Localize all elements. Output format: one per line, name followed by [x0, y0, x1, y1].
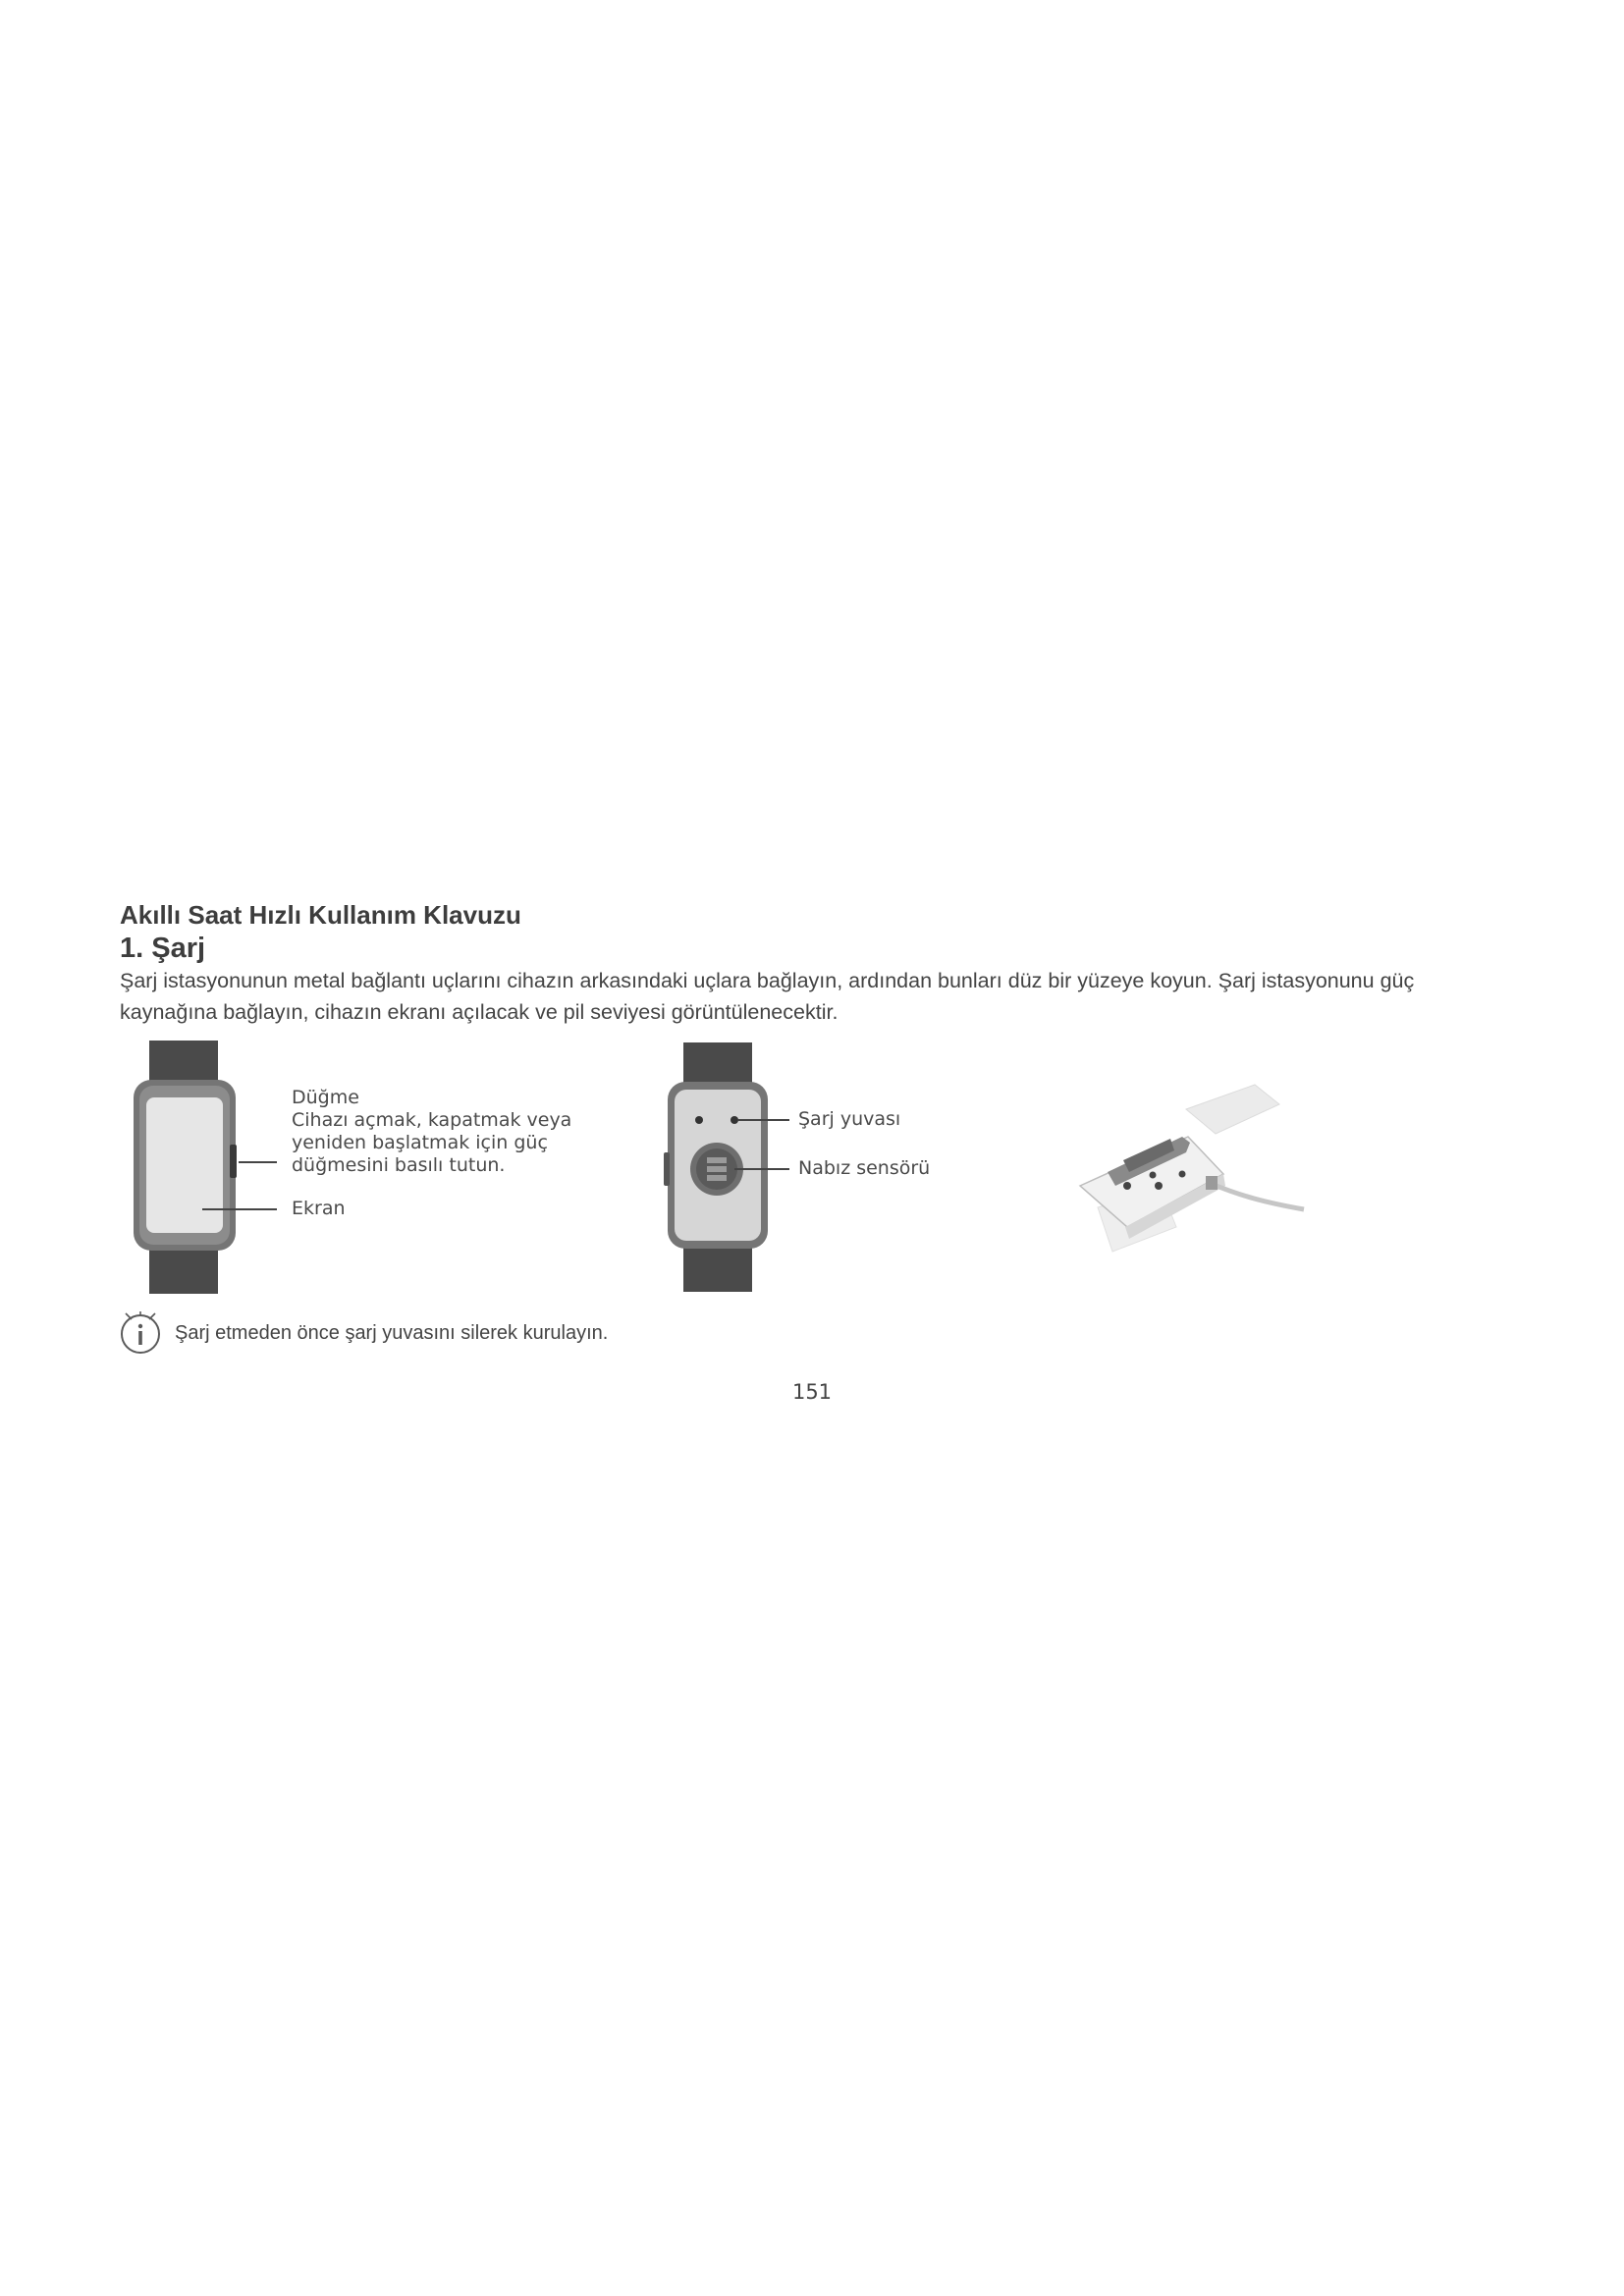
charging-cradle-illustration [1068, 1080, 1314, 1256]
heart-rate-sensor-label: Nabız sensörü [798, 1157, 931, 1179]
watch-back-illustration [660, 1042, 807, 1294]
button-label: Düğme [292, 1087, 359, 1108]
page-number: 151 [791, 1380, 833, 1404]
screen-label: Ekran [292, 1198, 346, 1219]
button-desc-line-1: Cihazı açmak, kapatmak veya [292, 1109, 572, 1131]
charging-pin-left [695, 1116, 703, 1124]
watch-front-illustration [128, 1041, 285, 1296]
screen-area [146, 1097, 223, 1233]
note-text: Şarj etmeden önce şarj yuvasını silerek kurulayın. [175, 1322, 609, 1344]
charging-pin-right [731, 1116, 738, 1124]
side-button [230, 1145, 237, 1178]
instruction-paragraph: Şarj istasyonunun metal bağlantı uçlarını cihazın arkasındaki uçlara bağlayın, ardından bunları düz bir yüzeye koyun. Şarj istasyonunu güç kaynağına bağlayın, cihazın ekranı açılacak ve pil seviyesi görüntülenecektir. [120, 969, 1415, 1024]
button-desc-line-2: yeniden başlatmak için güç [292, 1132, 548, 1153]
section-title: 1. Şarj [120, 933, 206, 964]
document-title: Akıllı Saat Hızlı Kullanım Klavuzu [120, 900, 521, 930]
info-icon [118, 1311, 163, 1357]
charging-port-label: Şarj yuvası [798, 1108, 901, 1130]
button-desc-line-3: düğmesini basılı tutun. [292, 1154, 506, 1176]
